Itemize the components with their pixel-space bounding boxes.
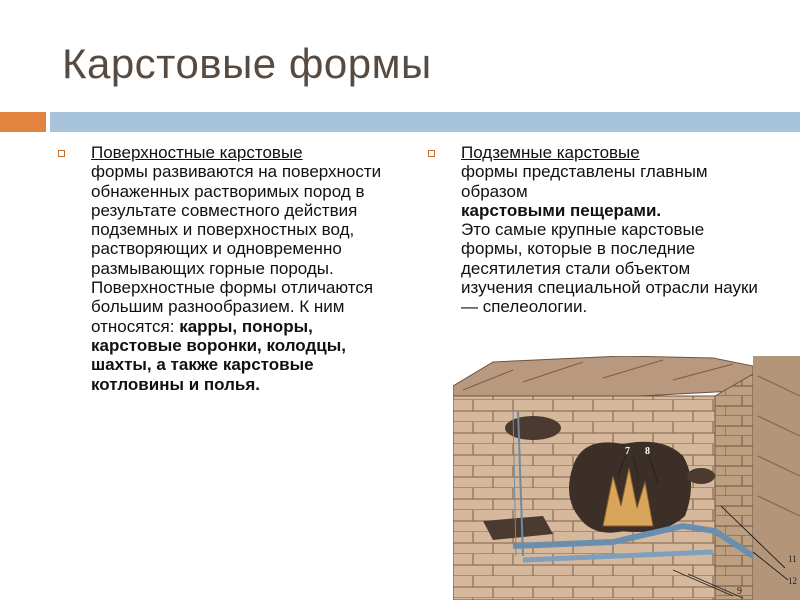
underground-karst-heading: Подземные карстовые [461,143,640,162]
surface-karst-paragraph [91,143,389,394]
underground-karst-text-1: формы представлены главным образом [461,162,708,201]
surface-karst-text: формы развиваются на поверхности обнаженных растворимых пород в результате совместного действия подземных и поверхностных вод, растворяющих и одновременно размывающих горные породы. Поверхностные формы отличаются большим разнообразием. К ним относятся: [91,162,382,336]
figure-label-9: 9 [737,586,742,597]
figure-label-12: 12 [788,576,797,586]
right-cavity [687,468,715,484]
title-accent-bar [0,112,800,132]
accent-blue-strip [50,112,800,132]
rock-block-side [715,374,753,600]
figure-label-11: 11 [788,554,797,564]
surface-karst-heading: Поверхностные карстовые [91,143,303,162]
underground-karst-text-2: Это самые крупные карстовые формы, которые в последние десятилетия стали объектом изучения специальной отрасли науки — спелеологии. [461,220,758,317]
bullet-icon [428,150,435,157]
surface-karst-list: карры, поноры, карстовые воронки, колодцы, шахты, а также карстовые котловины и полья. [91,316,346,394]
underground-karst-paragraph [461,143,761,317]
accent-orange-block [0,112,46,132]
bullet-icon [58,150,65,157]
karst-cave-illustration [453,356,800,600]
figure-label-7: 7 [625,446,630,457]
figure-label-8: 8 [645,446,650,457]
karst-caves-term: карстовыми пещерами. [461,200,662,220]
slide-title: Карстовые формы [62,40,432,87]
